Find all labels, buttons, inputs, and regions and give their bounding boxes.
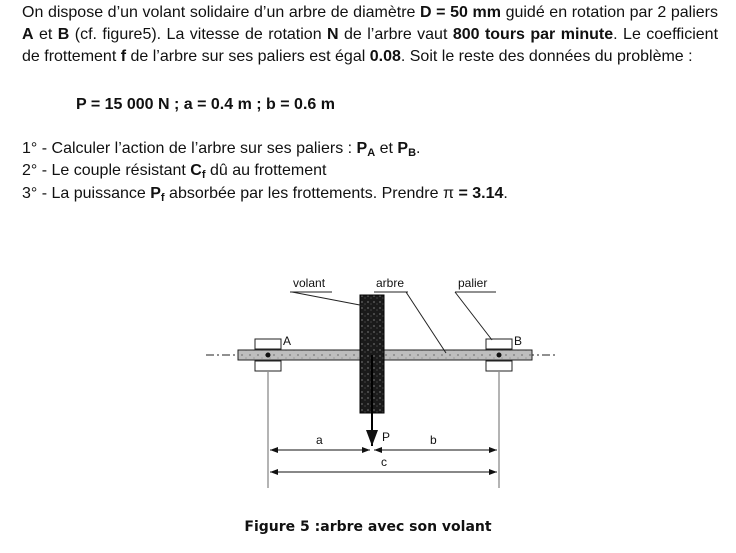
torque-sub: f (201, 169, 206, 181)
label-bearing-b: B (514, 334, 523, 348)
text-segment: On dispose d’un volant solidaire d’un arbre de diamètre (22, 4, 421, 21)
friction-symbol: f (120, 48, 127, 65)
label-dim-a: a (316, 433, 323, 447)
force-pb: P (397, 140, 409, 157)
label-arbre: arbre (376, 276, 405, 290)
text-segment: 2° - Le couple résistant (22, 162, 191, 179)
label-force-p: P (382, 430, 391, 444)
force-pa-sub: A (367, 147, 376, 159)
power-sub: f (160, 192, 165, 204)
text-segment: dû au frottement (205, 162, 327, 179)
text-segment: 3° - La puissance (22, 185, 151, 202)
power-symbol: P (150, 185, 161, 202)
bearing-b-ref: B (57, 26, 70, 43)
leader-palier-2 (455, 292, 492, 340)
figure-caption: Figure 5 :arbre avec son volant (244, 519, 492, 535)
text-segment: 1° - Calculer l’action de l’arbre sur ses paliers : (22, 140, 357, 157)
text-segment: absorbée par les frottements. Prendre π (164, 185, 459, 202)
bearing-a-ref: A (22, 26, 34, 43)
text-segment: de l’arbre vaut (338, 26, 453, 43)
speed-value: 800 tours par minute (452, 26, 614, 43)
label-volant: volant (293, 276, 326, 290)
leader-arbre-2 (406, 292, 446, 353)
label-palier: palier (458, 276, 488, 290)
text-segment: (cf. figure5). La vitesse de rotation (69, 26, 328, 43)
label-bearing-a: A (283, 334, 292, 348)
diameter-value: D = 50 mm (420, 4, 501, 21)
label-dim-b: b (430, 433, 437, 447)
text-segment: . (416, 140, 421, 157)
text-segment: . Soit le reste des données du problème : (400, 48, 693, 65)
shaft (238, 350, 532, 360)
leader-volant (292, 292, 365, 306)
text-segment: . Le coefficient de frottement (22, 26, 719, 65)
force-pb-sub: B (408, 147, 417, 159)
text-segment: . (503, 185, 508, 202)
text-segment: guidé en rotation par 2 paliers (500, 4, 719, 21)
friction-value: 0.08 (369, 48, 401, 65)
text-segment: de l’arbre sur ses paliers est égal (126, 48, 370, 65)
torque-symbol: C (190, 162, 202, 179)
force-pa: P (356, 140, 368, 157)
label-dim-c: c (381, 455, 387, 469)
pi-value: = 3.14 (458, 185, 504, 202)
text-segment: et (375, 140, 398, 157)
given-data-line: P = 15 000 N ; a = 0.4 m ; b = 0.6 m (76, 96, 335, 113)
speed-symbol: N (327, 26, 339, 43)
text-segment: et (33, 26, 58, 43)
